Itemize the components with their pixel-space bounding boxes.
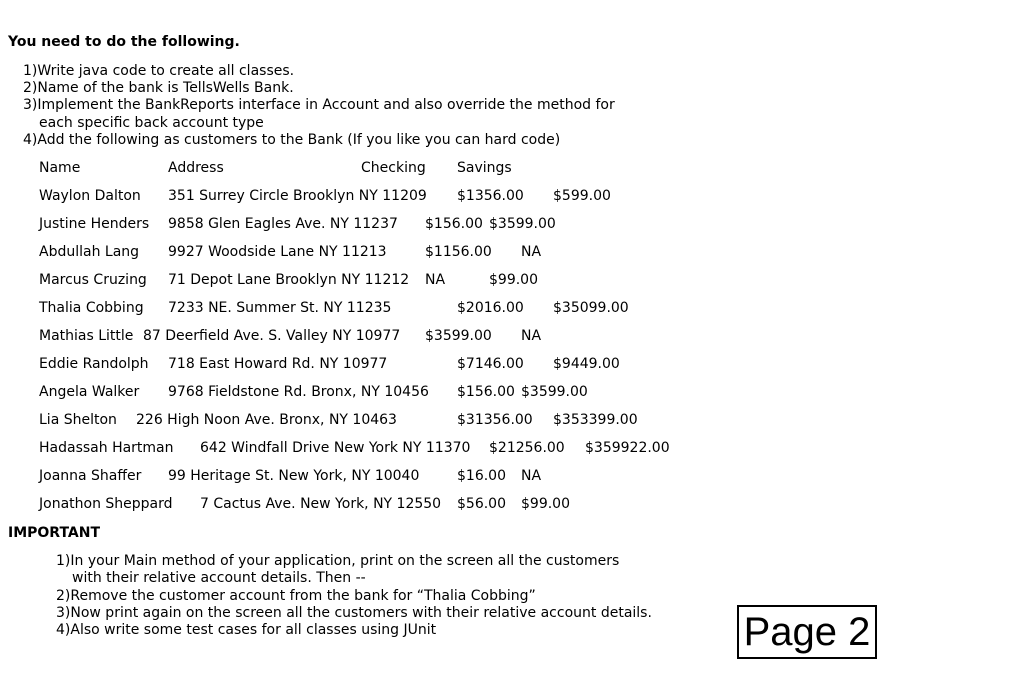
- task-item-3-continued: each specific back account type: [39, 115, 264, 131]
- cell-checking: $21256.00: [489, 440, 565, 456]
- cell-checking: NA: [425, 272, 446, 288]
- task-item-2: 2)Name of the bank is TellsWells Bank.: [23, 80, 294, 96]
- cell-name: Eddie Randolph: [39, 356, 149, 372]
- header-address: Address: [168, 160, 224, 176]
- task-item-1: 1)Write java code to create all classes.: [23, 63, 295, 79]
- cell-address: 9927 Woodside Lane NY 11213: [168, 244, 387, 260]
- page-heading: You need to do the following.: [8, 34, 240, 50]
- important-heading: IMPORTANT: [8, 525, 101, 541]
- important-item-4: 4)Also write some test cases for all classes using JUnit: [56, 622, 437, 638]
- cell-savings: $99.00: [521, 496, 570, 512]
- cell-address: 642 Windfall Drive New York NY 11370: [200, 440, 471, 456]
- cell-address: 71 Depot Lane Brooklyn NY 11212: [168, 272, 410, 288]
- cell-savings: $3599.00: [489, 216, 556, 232]
- important-item-2: 2)Remove the customer account from the bank for “Thalia Cobbing”: [56, 588, 536, 604]
- cell-address: 9768 Fieldstone Rd. Bronx, NY 10456: [168, 384, 429, 400]
- cell-checking: $31356.00: [457, 412, 533, 428]
- cell-checking: $7146.00: [457, 356, 524, 372]
- cell-savings: $99.00: [489, 272, 538, 288]
- cell-savings: $3599.00: [521, 384, 588, 400]
- cell-address: 7 Cactus Ave. New York, NY 12550: [200, 496, 442, 512]
- cell-name: Marcus Cruzing: [39, 272, 147, 288]
- cell-checking: $3599.00: [425, 328, 492, 344]
- header-checking: Checking: [361, 160, 426, 176]
- task-item-3: 3)Implement the BankReports interface in Account and also override the method for: [23, 97, 615, 113]
- cell-name: Abdullah Lang: [39, 244, 140, 260]
- cell-address: 99 Heritage St. New York, NY 10040: [168, 468, 420, 484]
- header-savings: Savings: [457, 160, 512, 176]
- cell-checking: $1356.00: [457, 188, 524, 204]
- cell-address: 351 Surrey Circle Brooklyn NY 11209: [168, 188, 427, 204]
- cell-name: Jonathon Sheppard: [39, 496, 173, 512]
- task-item-4: 4)Add the following as customers to the Bank (If you like you can hard code): [23, 132, 561, 148]
- cell-name: Hadassah Hartman: [39, 440, 174, 456]
- cell-savings: NA: [521, 244, 542, 260]
- important-item-1-continued: with their relative account details. Then --: [72, 570, 366, 586]
- cell-savings: NA: [521, 328, 542, 344]
- page-number-box: Page 2: [737, 605, 877, 659]
- cell-name: Justine Henders: [39, 216, 150, 232]
- cell-address: 9858 Glen Eagles Ave. NY 11237: [168, 216, 398, 232]
- cell-savings: $599.00: [553, 188, 611, 204]
- important-item-1: 1)In your Main method of your application, print on the screen all the customers: [56, 553, 620, 569]
- cell-checking: $16.00: [457, 468, 506, 484]
- cell-name: Lia Shelton: [39, 412, 117, 428]
- cell-savings: $35099.00: [553, 300, 629, 316]
- cell-checking: $1156.00: [425, 244, 492, 260]
- cell-checking: $156.00: [457, 384, 515, 400]
- cell-address: 226 High Noon Ave. Bronx, NY 10463: [136, 412, 397, 428]
- header-name: Name: [39, 160, 81, 176]
- cell-checking: $156.00: [425, 216, 483, 232]
- cell-name: Thalia Cobbing: [39, 300, 144, 316]
- cell-address: 87 Deerfield Ave. S. Valley NY 10977: [143, 328, 401, 344]
- cell-checking: $56.00: [457, 496, 506, 512]
- cell-name: Angela Walker: [39, 384, 140, 400]
- cell-savings: NA: [521, 468, 542, 484]
- cell-savings: $359922.00: [585, 440, 670, 456]
- cell-address: 7233 NE. Summer St. NY 11235: [168, 300, 392, 316]
- important-item-3: 3)Now print again on the screen all the customers with their relative account details.: [56, 605, 652, 621]
- cell-name: Waylon Dalton: [39, 188, 141, 204]
- cell-name: Joanna Shaffer: [39, 468, 142, 484]
- cell-savings: $353399.00: [553, 412, 638, 428]
- cell-checking: $2016.00: [457, 300, 524, 316]
- cell-address: 718 East Howard Rd. NY 10977: [168, 356, 388, 372]
- cell-name: Mathias Little: [39, 328, 134, 344]
- cell-savings: $9449.00: [553, 356, 620, 372]
